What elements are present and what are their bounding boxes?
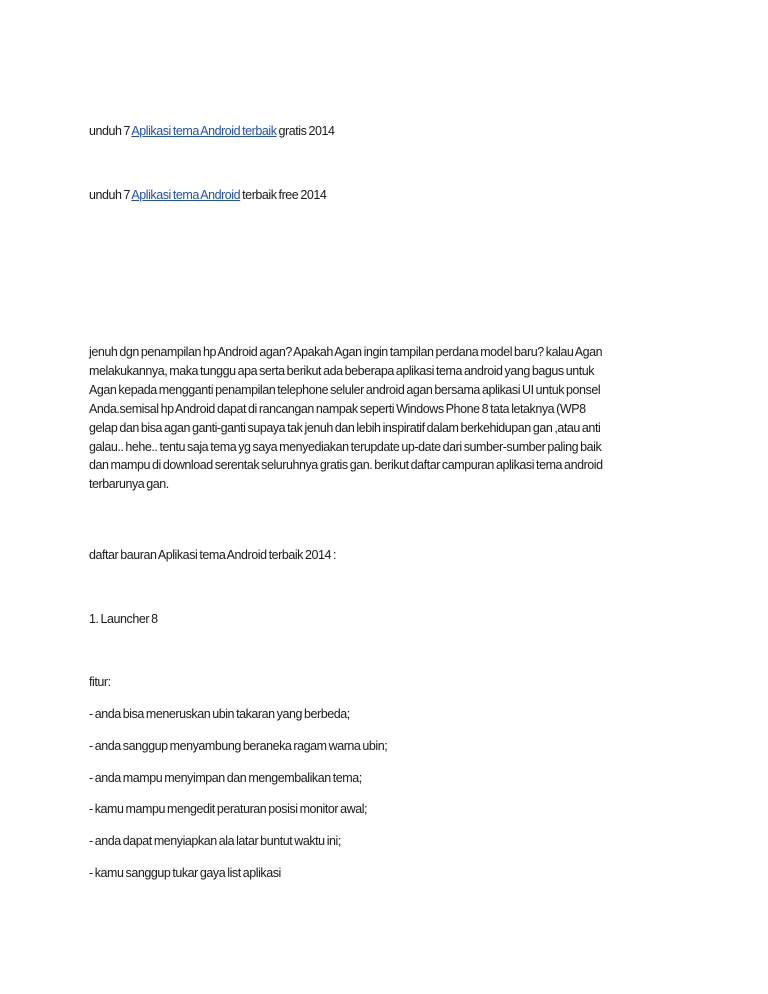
list-intro: daftar bauran Aplikasi tema Android terbaik 2014 : — [89, 548, 337, 562]
intro-line: Agan kepada mengganti penampilan telephone seluler android agan bersama aplikasi UI untuk ponsel — [89, 382, 601, 397]
heading-line-2 — [89, 186, 326, 204]
heading-1-prefix: unduh 7 — [89, 124, 132, 138]
heading-2-link[interactable]: Aplikasi tema Android — [131, 188, 241, 202]
heading-1-suffix: gratis 2014 — [276, 124, 335, 138]
intro-line: Anda.semisal hp Android dapat di rancangan nampak seperti Windows Phone 8 tata letaknya (WP8 — [89, 401, 586, 416]
feature-item: - anda bisa meneruskan ubin takaran yang berbeda; — [89, 707, 350, 721]
heading-2-prefix: unduh 7 — [89, 188, 132, 202]
intro-line: galau.. hehe.. tentu saja tema yg saya menyediakan terupdate up-date dari sumber-sumber paling baik — [89, 439, 602, 454]
heading-1-link[interactable]: Aplikasi tema Android terbaik — [131, 124, 277, 138]
intro-line: dan mampu di download serentak seluruhnya gratis gan. berikut daftar campuran aplikasi tema android — [89, 458, 603, 473]
intro-line: gelap dan bisa agan ganti-ganti supaya tak jenuh dan lebih inspiratif dalam berkehidupan gan ,atau anti — [89, 420, 601, 435]
intro-line: terbarunya gan. — [89, 477, 169, 492]
item-title: 1. Launcher 8 — [89, 612, 158, 626]
feature-item: - anda sanggup menyambung beraneka ragam warna ubin; — [89, 739, 388, 753]
intro-paragraph — [89, 343, 689, 494]
heading-2-suffix: terbaik free 2014 — [240, 188, 327, 202]
feature-item: - anda mampu menyimpan dan mengembalikan tema; — [89, 771, 362, 785]
feature-item: - kamu sanggup tukar gaya list aplikasi — [89, 866, 281, 880]
features-label: fitur: — [89, 675, 111, 689]
intro-line: jenuh dgn penampilan hp Android agan? Apakah Agan ingin tampilan perdana model baru? kalau Agan — [89, 345, 603, 359]
intro-line: melakukannya, maka tunggu apa serta berikut ada beberapa aplikasi tema android yang bagus untuk — [89, 363, 595, 378]
feature-item: - kamu mampu mengedit peraturan posisi monitor awal; — [89, 802, 368, 816]
heading-line-1 — [89, 122, 334, 140]
feature-item: - anda dapat menyiapkan ala latar buntut waktu ini; — [89, 834, 341, 848]
